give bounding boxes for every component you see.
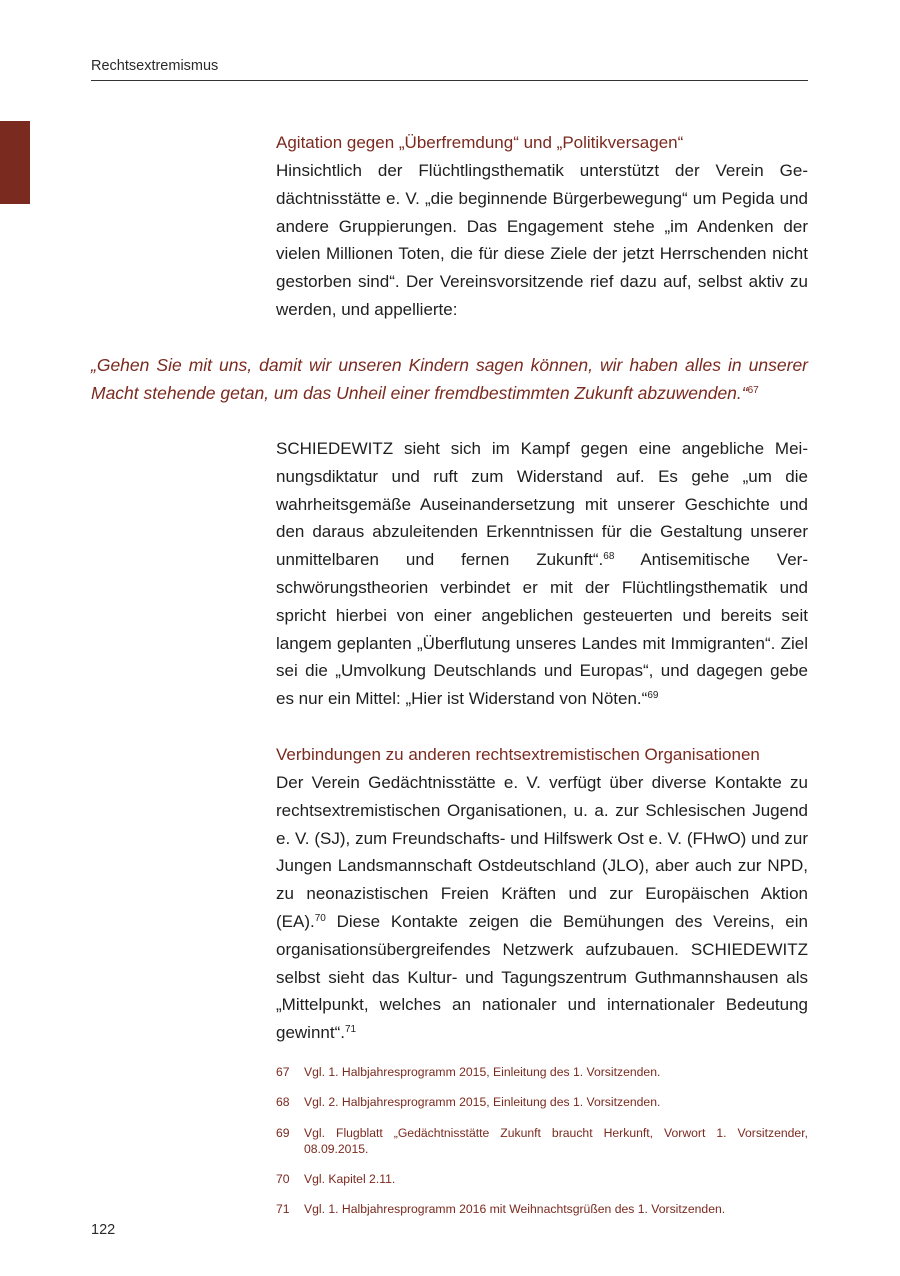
footnote-number: 69 [276, 1126, 290, 1140]
section-agitation [276, 129, 808, 324]
running-header: Rechtsextremismus [91, 58, 219, 74]
quote-text: „Gehen Sie mit uns, damit wir unseren Kindern sagen können, wir haben alles in unserer Macht stehende getan, um das Unheil einer fremdbestimmten Zukunft abzuwenden.“ [91, 355, 808, 403]
footnote [276, 1171, 808, 1187]
footnote-text: Vgl. 2. Halbjahresprogramm 2015, Einleitung des 1. Vorsitzenden. [304, 1095, 661, 1109]
footnote-number: 71 [276, 1202, 290, 1216]
paragraph-verbindungen [276, 769, 808, 1047]
paragraph-agitation: Hinsichtlich der Flüchtlingsthematik unterstützt der Verein Gedächtnisstätte e. V. „die beginnende Bürgerbewegung“ um Pegida und andere Gruppierungen. Das Engagement stehe „im Andenken der vielen Millionen Toten, die für diese Ziele der jetzt Herrschenden nicht gestorben sind“. Der Vereinsvorsitzende rief dazu auf, selbst aktiv zu werden, und appellierte: [276, 161, 808, 319]
footnote-ref-70: 70 [314, 912, 326, 924]
section-heading-verbindungen: Verbindungen zu anderen rechtsextremistischen Organisationen [276, 745, 760, 764]
footnote [276, 1201, 808, 1217]
footnote-text: Vgl. Flugblatt „Gedächtnisstätte Zukunft braucht Herkunft, Vorwort 1. Vorsitzender, 08.09.2015. [304, 1126, 808, 1156]
paragraph-text: Antisemitische Verschwörungstheorien verbindet er mit der Flüchtlingsthematik und spricht hierbei von einer angeblichen gesteuerten und bereits seit langem geplanten „Überflutung unseres Landes mit Immigranten“. Ziel sei die „Umvolkung Deutschlands und Europas“, und dagegen gebe es nur ein Mittel: „Hier ist Widerstand von Nöten.“ [276, 550, 808, 709]
footnote-ref-67: 67 [747, 385, 759, 396]
footnote-number: 68 [276, 1095, 290, 1109]
footnote-number: 70 [276, 1172, 290, 1186]
chapter-tab-marker [0, 121, 30, 204]
header-rule [91, 80, 808, 81]
footnote-text: Vgl. 1. Halbjahresprogramm 2016 mit Weihnachtsgrüßen des 1. Vorsitzenden. [304, 1202, 726, 1216]
page-number: 122 [91, 1222, 116, 1238]
footnote-ref-69: 69 [647, 690, 659, 702]
footnote-text: Vgl. Kapitel 2.11. [304, 1172, 396, 1186]
section-schiedewitz [276, 435, 808, 713]
footnote-text: Vgl. 1. Halbjahresprogramm 2015, Einleitung des 1. Vorsitzenden. [304, 1065, 661, 1079]
block-quote [91, 351, 808, 407]
section-heading-agitation: Agitation gegen „Überfremdung“ und „Politikversagen“ [276, 133, 684, 152]
paragraph-text: SCHIEDEWITZ sieht sich im Kampf gegen eine angebliche Meinungsdiktatur und ruft zum Widerstand auf. Es gehe „um die wahrheitsgemäße Auseinandersetzung mit unserer Geschichte und den daraus abzuleitenden Erkenntnissen für die Gestaltung unserer unmittelbaren und fernen Zukunft“. [276, 439, 808, 570]
footnote [276, 1064, 808, 1080]
paragraph-schiedewitz [276, 435, 808, 713]
paragraph-text: Der Verein Gedächtnisstätte e. V. verfügt über diverse Kontakte zu rechtsextremistischen Organisationen, u. a. zur Schlesischen Jugend e. V. (SJ), zum Freundschafts- und Hilfswerk Ost e. V. (FHwO) und zur Jungen Landsmannschaft Ostdeutschland (JLO), aber auch zur NPD, zu neonazistischen Freien Kräften und zur Europäischen Aktion (EA). [276, 773, 808, 931]
footnote-ref-71: 71 [344, 1024, 357, 1036]
footnote-ref-68: 68 [603, 551, 615, 563]
section-verbindungen [276, 741, 808, 1047]
footnote [276, 1094, 808, 1110]
paragraph-text: Diese Kontakte zeigen die Bemühungen des Vereins, ein organisationsübergreifendes Netzwerk aufzubauen. SCHIEDEWITZ selbst sieht das Kultur- und Tagungszentrum Guthmannshausen als „Mittelpunkt, welches an nationaler und internationaler Bedeutung gewinnt“. [276, 911, 808, 1043]
footnote-number: 67 [276, 1065, 290, 1079]
footnote [276, 1125, 808, 1157]
